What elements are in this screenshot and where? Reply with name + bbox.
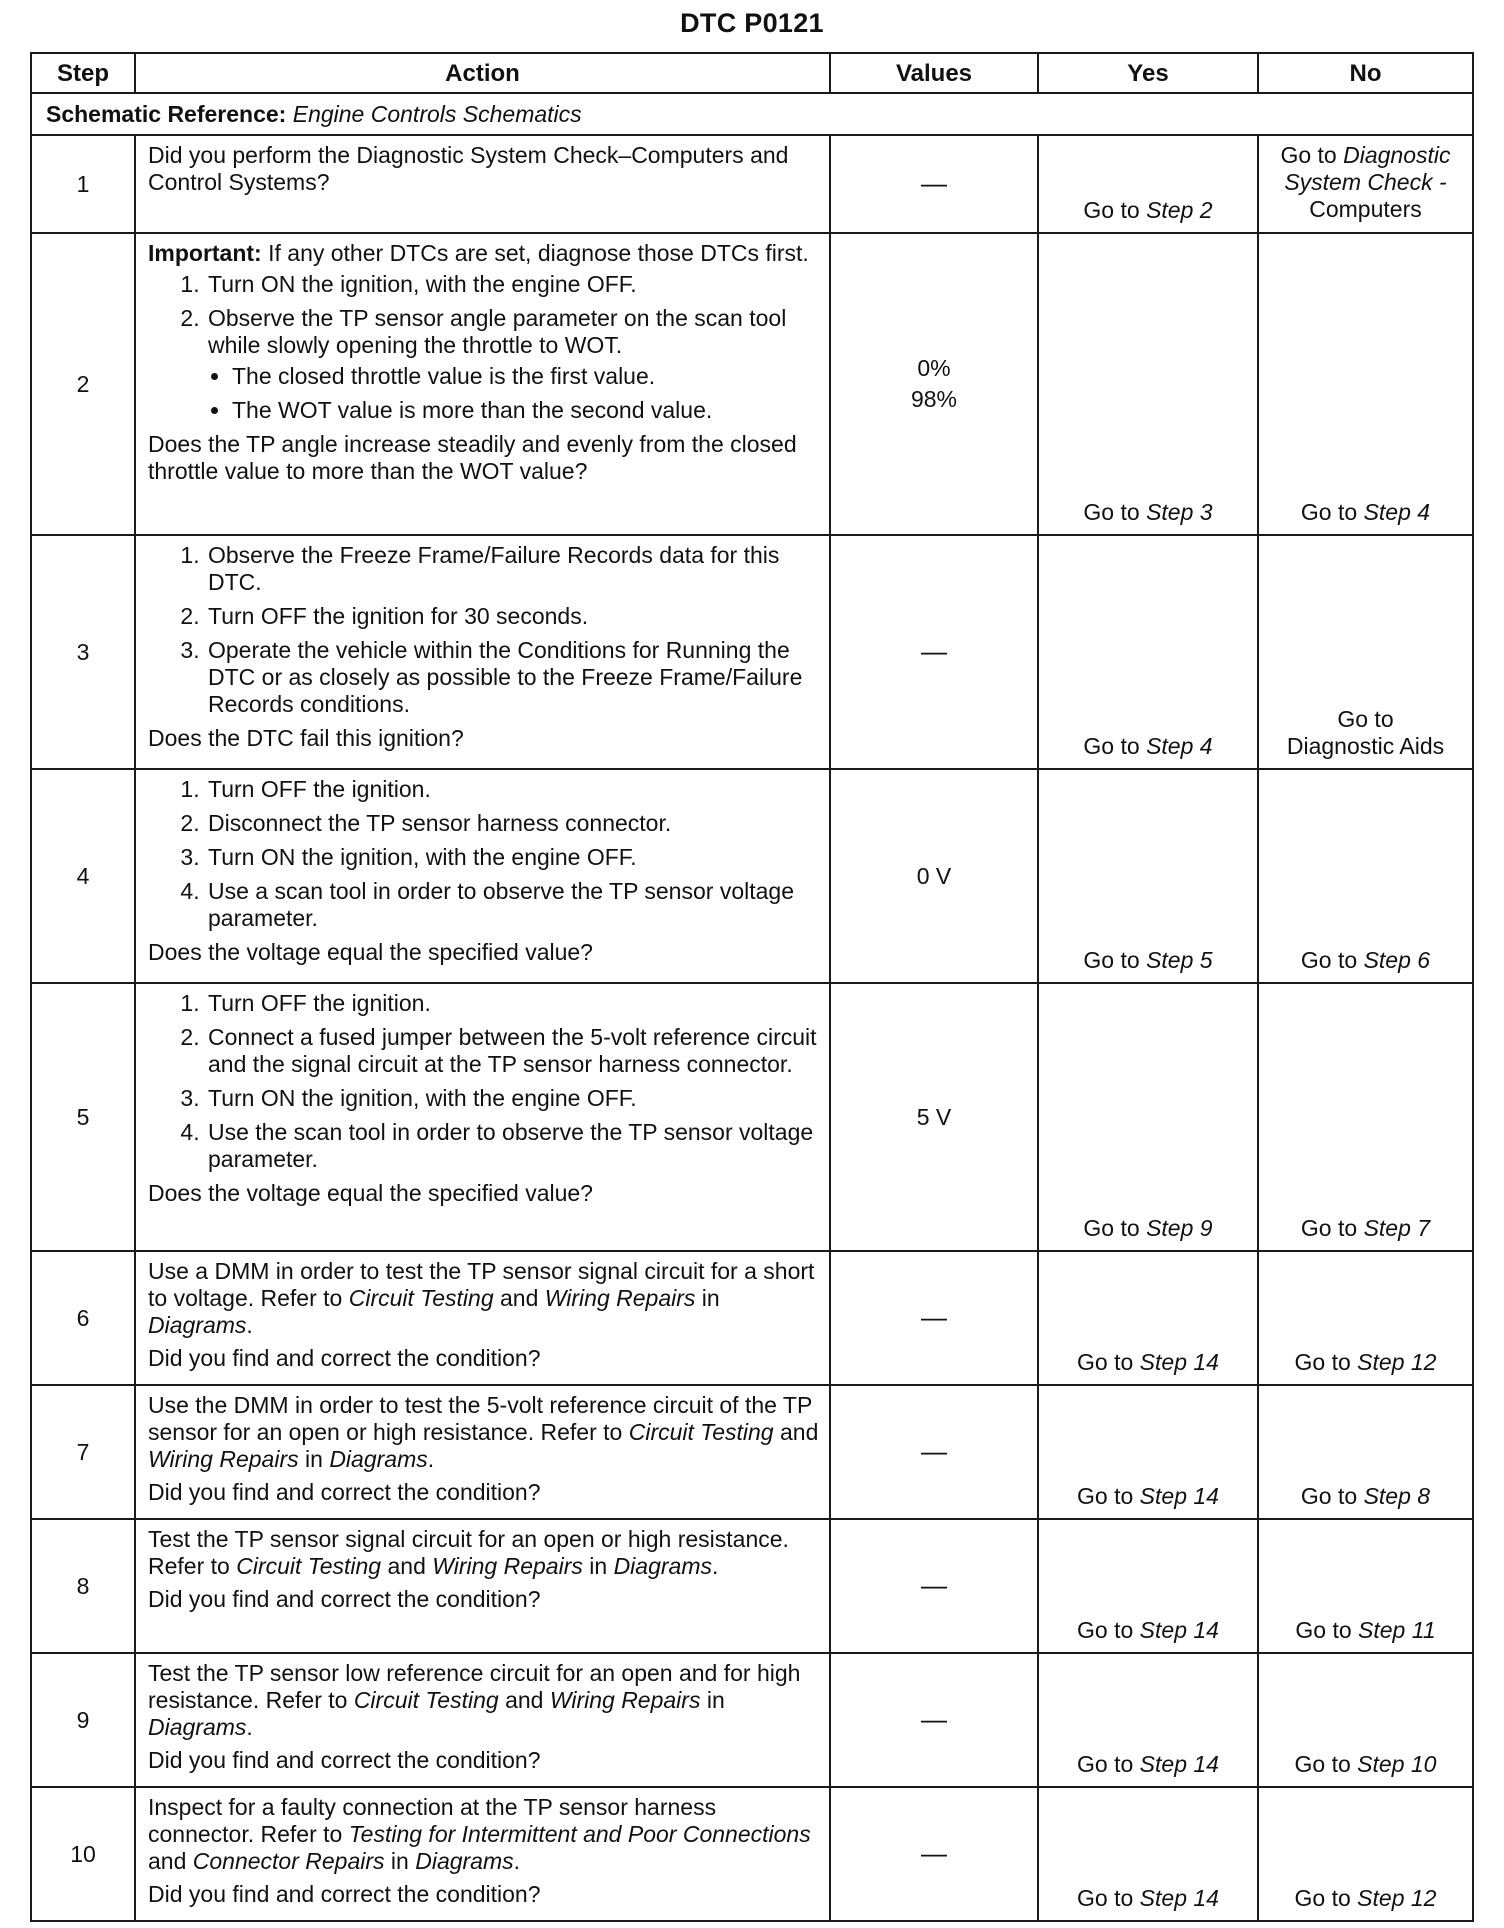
no-result: [1258, 135, 1473, 233]
table-row: [31, 1519, 1473, 1653]
list-item: 4. Use a scan tool in order to observe the TP sensor voltage parameter.: [206, 878, 819, 932]
text-run: Inspect for a faulty connection at the TP sensor harness connector. Refer to: [148, 1794, 717, 1847]
no-prefix: Go to: [1294, 1751, 1358, 1777]
no-result: [1258, 983, 1473, 1251]
no-suffix: Computers: [1309, 196, 1422, 222]
procedure-list: [148, 542, 819, 718]
no-target: Step 11: [1358, 1617, 1436, 1643]
yes-prefix: Go to: [1077, 1751, 1140, 1777]
step-number: 4: [31, 769, 135, 983]
yes-target: Step 2: [1146, 197, 1213, 223]
schematic-reference-value: Engine Controls Schematics: [292, 100, 582, 127]
list-item: 3. Operate the vehicle within the Conditions for Running the DTC or as closely as possible to the Freeze Frame/Failure Records conditions.: [206, 637, 819, 718]
reference-link: Circuit Testing: [348, 1285, 494, 1311]
schematic-reference-label: Schematic Reference:: [46, 100, 287, 127]
value-text: —: [921, 168, 947, 198]
no-line-1: Go to: [1337, 706, 1394, 732]
yes-target: Step 3: [1146, 499, 1213, 525]
bullet-item: • The closed throttle value is the first value.: [232, 363, 819, 390]
yes-result: [1038, 233, 1258, 535]
action-question: Does the TP angle increase steadily and evenly from the closed throttle value to more than the WOT value?: [148, 431, 797, 484]
no-result: [1258, 1787, 1473, 1921]
step-action: [135, 1519, 830, 1653]
important-text: If any other DTCs are set, diagnose those DTCs first.: [268, 240, 809, 266]
value-text: 0 V: [916, 862, 952, 889]
step-number: 8: [31, 1519, 135, 1653]
text-run: in: [695, 1285, 720, 1311]
yes-prefix: Go to: [1077, 1349, 1140, 1375]
yes-result: [1038, 1519, 1258, 1653]
yes-result: [1038, 1251, 1258, 1385]
no-result: [1258, 535, 1473, 769]
action-text: [148, 1258, 819, 1339]
list-item: 3. Turn ON the ignition, with the engine OFF.: [206, 1085, 819, 1112]
reference-link: Diagrams: [329, 1446, 428, 1472]
text-run: in: [298, 1446, 330, 1472]
yes-result: [1038, 983, 1258, 1251]
table-row: [31, 983, 1473, 1251]
text-run: .: [246, 1714, 253, 1740]
schematic-reference: [31, 93, 1473, 135]
step-number: 1: [31, 135, 135, 233]
text-run: .: [711, 1553, 719, 1579]
action-question: Did you find and correct the condition?: [148, 1881, 541, 1907]
step-action: [135, 769, 830, 983]
yes-target: Step 5: [1146, 947, 1213, 973]
step-action: [135, 983, 830, 1251]
yes-result: [1038, 769, 1258, 983]
yes-target: Step 14: [1139, 1617, 1219, 1643]
header-row: [31, 53, 1473, 93]
text-run: and: [773, 1419, 819, 1445]
col-header-action: Action: [135, 53, 830, 93]
action-text: Did you perform the Diagnostic System Check–Computers and Control Systems?: [148, 142, 789, 195]
yes-prefix: Go to: [1083, 947, 1147, 973]
step-action: [135, 1385, 830, 1519]
table-row: [31, 535, 1473, 769]
step-value: [830, 1787, 1038, 1921]
reference-link: Circuit Testing: [628, 1419, 774, 1445]
yes-result: [1038, 1385, 1258, 1519]
action-text: [148, 1526, 819, 1580]
no-prefix: Go to: [1300, 1215, 1364, 1241]
value-text: 5 V: [916, 1103, 952, 1130]
text-run: Test the TP sensor low reference circuit for an open and for high resistance. Refer to: [148, 1660, 801, 1713]
action-text: [148, 1794, 819, 1875]
step-value: [830, 1653, 1038, 1787]
action-question: Did you find and correct the condition?: [148, 1479, 541, 1505]
yes-target: Step 14: [1139, 1483, 1219, 1509]
yes-result: [1038, 1653, 1258, 1787]
reference-link: Wiring Repairs: [544, 1285, 696, 1311]
yes-target: Step 4: [1146, 733, 1213, 759]
no-prefix: Go to: [1280, 142, 1344, 168]
col-header-no: No: [1258, 53, 1473, 93]
no-result: [1258, 1519, 1473, 1653]
no-result: [1258, 233, 1473, 535]
reference-link: Diagrams: [148, 1312, 247, 1338]
yes-target: Step 14: [1139, 1885, 1219, 1911]
table-row: [31, 233, 1473, 535]
step-number: 9: [31, 1653, 135, 1787]
list-item: 2. Disconnect the TP sensor harness connector.: [206, 810, 819, 837]
yes-prefix: Go to: [1083, 197, 1147, 223]
table-row: [31, 1385, 1473, 1519]
yes-target: Step 14: [1139, 1349, 1219, 1375]
no-target: Step 7: [1363, 1215, 1431, 1241]
action-question: Did you find and correct the condition?: [148, 1747, 541, 1773]
reference-link: Diagrams: [613, 1553, 712, 1579]
value-text: —: [921, 1838, 947, 1868]
no-target: Step 12: [1357, 1349, 1437, 1375]
list-item: 3. Turn ON the ignition, with the engine OFF.: [206, 844, 819, 871]
important-note: [148, 240, 819, 267]
text-run: Use the DMM in order to test the 5-volt reference circuit of the TP sensor for an open or high resistance. Refer to: [148, 1392, 812, 1445]
list-item: 4. Use the scan tool in order to observe the TP sensor voltage parameter.: [206, 1119, 819, 1173]
value-text: —: [921, 1302, 947, 1332]
no-prefix: Go to: [1300, 1483, 1364, 1509]
step-number: 6: [31, 1251, 135, 1385]
table-row: [31, 135, 1473, 233]
no-result: [1258, 1385, 1473, 1519]
procedure-list: [148, 776, 819, 932]
yes-prefix: Go to: [1077, 1617, 1140, 1643]
no-target: Step 12: [1357, 1885, 1437, 1911]
text-run: .: [246, 1312, 253, 1338]
list-item: 1. Turn OFF the ignition.: [206, 990, 819, 1017]
reference-link: Diagrams: [148, 1714, 247, 1740]
text-run: and: [148, 1848, 193, 1874]
text-run: in: [700, 1687, 725, 1713]
no-prefix: Go to: [1295, 1617, 1359, 1643]
text-run: Test the TP sensor signal circuit for an open or high resistance. Refer to: [148, 1526, 789, 1579]
text-run: .: [513, 1848, 521, 1874]
page-title: DTC P0121: [680, 8, 824, 38]
step-value: [830, 535, 1038, 769]
step-value: [830, 983, 1038, 1251]
reference-link: Wiring Repairs: [148, 1446, 299, 1472]
action-question: Did you find and correct the condition?: [148, 1586, 541, 1612]
text-run: and: [498, 1687, 550, 1713]
reference-link: Diagrams: [415, 1848, 514, 1874]
step-action: [135, 135, 830, 233]
yes-prefix: Go to: [1083, 733, 1147, 759]
action-text: [148, 1392, 819, 1473]
reference-link: Connector Repairs: [192, 1848, 385, 1874]
yes-prefix: Go to: [1083, 499, 1147, 525]
action-question: Does the DTC fail this ignition?: [148, 725, 464, 751]
col-header-values: Values: [830, 53, 1038, 93]
text-run: in: [384, 1848, 416, 1874]
action-text: [148, 1660, 819, 1741]
yes-result: [1038, 1787, 1258, 1921]
yes-target: Step 14: [1139, 1751, 1219, 1777]
no-prefix: Go to: [1300, 947, 1364, 973]
bullet-item: • The WOT value is more than the second value.: [232, 397, 819, 424]
no-target: Step 8: [1363, 1483, 1431, 1509]
procedure-list: [148, 271, 819, 424]
yes-result: [1038, 135, 1258, 233]
no-line-2: Diagnostic Aids: [1286, 733, 1445, 759]
text-run: in: [582, 1553, 614, 1579]
step-action: [135, 535, 830, 769]
table-row: [31, 1787, 1473, 1921]
no-prefix: Go to: [1300, 499, 1364, 525]
yes-target: Step 9: [1146, 1215, 1213, 1241]
text-run: .: [427, 1446, 435, 1472]
step-number: 5: [31, 983, 135, 1251]
yes-prefix: Go to: [1083, 1215, 1147, 1241]
text-run: and: [381, 1553, 433, 1579]
no-result: [1258, 1251, 1473, 1385]
no-target: Step 4: [1363, 499, 1431, 525]
step-value: [830, 1519, 1038, 1653]
list-item-text: Observe the TP sensor angle parameter on the scan tool while slowly opening the throttle to WOT.: [208, 305, 787, 358]
action-question: Does the voltage equal the specified value?: [148, 1180, 593, 1206]
procedure-list: [148, 990, 819, 1173]
value-text: —: [921, 636, 947, 666]
step-number: 2: [31, 233, 135, 535]
yes-result: [1038, 535, 1258, 769]
table-row: [31, 1653, 1473, 1787]
col-header-yes: Yes: [1038, 53, 1258, 93]
list-item: 1. Observe the Freeze Frame/Failure Records data for this DTC.: [206, 542, 819, 596]
step-action: [135, 1251, 830, 1385]
step-number: 3: [31, 535, 135, 769]
text-run: and: [493, 1285, 545, 1311]
no-target: Step 10: [1357, 1751, 1437, 1777]
value-text: 98%: [910, 386, 958, 412]
diagnostic-table: [30, 52, 1474, 1922]
reference-link: Wiring Repairs: [432, 1553, 583, 1579]
value-text: —: [921, 1570, 947, 1600]
list-item: 2. Turn OFF the ignition for 30 seconds.: [206, 603, 819, 630]
no-target: Diagnostic System Check -: [1284, 142, 1451, 195]
step-number: 10: [31, 1787, 135, 1921]
step-action: [135, 1653, 830, 1787]
no-prefix: Go to: [1294, 1349, 1358, 1375]
reference-link: Testing for Intermittent and Poor Connections: [348, 1821, 811, 1847]
action-question: Did you find and correct the condition?: [148, 1345, 541, 1371]
value-text: 0%: [917, 355, 951, 381]
step-value: [830, 1251, 1038, 1385]
text-run: Use a DMM in order to test the TP sensor signal circuit for a short to voltage. Refer to: [148, 1258, 815, 1311]
reference-link: Circuit Testing: [353, 1687, 499, 1713]
step-number: 7: [31, 1385, 135, 1519]
table-row: [31, 769, 1473, 983]
step-value: [830, 1385, 1038, 1519]
step-action: [135, 1787, 830, 1921]
reference-link: Wiring Repairs: [549, 1687, 701, 1713]
list-item: 1. Turn OFF the ignition.: [206, 776, 819, 803]
col-header-step: Step: [31, 53, 135, 93]
no-target: Step 6: [1363, 947, 1431, 973]
important-label: Important:: [148, 240, 262, 266]
no-result: [1258, 769, 1473, 983]
step-value: [830, 769, 1038, 983]
no-prefix: Go to: [1294, 1885, 1358, 1911]
step-value: [830, 135, 1038, 233]
reference-link: Circuit Testing: [236, 1553, 382, 1579]
table-row: [31, 1251, 1473, 1385]
no-result: [1258, 1653, 1473, 1787]
value-text: —: [921, 1436, 947, 1466]
list-item: 1. Turn ON the ignition, with the engine OFF.: [206, 271, 819, 298]
step-action: [135, 233, 830, 535]
schematic-reference-row: [31, 93, 1473, 135]
list-item: [206, 305, 819, 424]
bullet-list: [208, 363, 819, 424]
value-text: —: [921, 1704, 947, 1734]
step-value: [830, 233, 1038, 535]
list-item: 2. Connect a fused jumper between the 5-volt reference circuit and the signal circuit at the TP sensor harness connector.: [206, 1024, 819, 1078]
action-question: Does the voltage equal the specified value?: [148, 939, 593, 965]
yes-prefix: Go to: [1077, 1483, 1140, 1509]
yes-prefix: Go to: [1077, 1885, 1140, 1911]
